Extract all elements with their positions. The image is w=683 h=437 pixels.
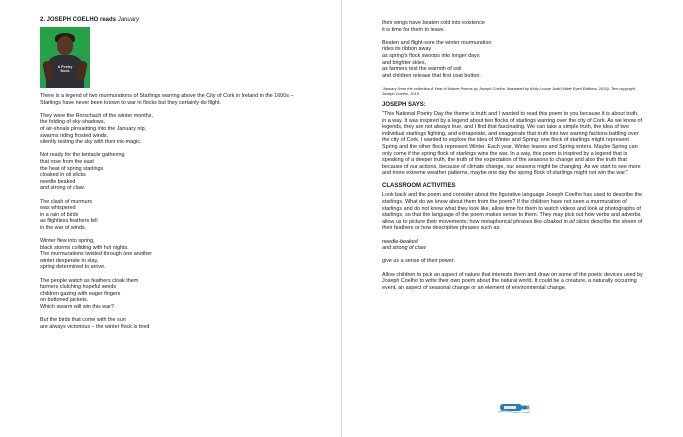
poem-line: silently testing the sky with their ink-magic. — [40, 139, 142, 146]
poem-stanza — [382, 20, 644, 33]
poem-line: children gazing with eager fingers — [40, 290, 121, 297]
intro-paragraph: There is a legend of two murmurations of Starlings warring above the City of Cork in Ireland in the 1600s – Starlings have never been known to war in flocks but they certainly do flight. — [40, 93, 294, 106]
poem-line: and brighter skies, — [382, 59, 427, 66]
poem-line: Winter flew into spring, — [40, 238, 95, 245]
poem-line: on buttoned jackets. — [40, 297, 89, 304]
poem-line: rides its ribbon away — [382, 46, 432, 53]
poem-line: swarms riding frosted winds, — [40, 132, 109, 139]
poem-line: black storms colliding with hot nights. — [40, 244, 129, 251]
activities-p1-after: describe the sheen of their feathers or how descriptive phrases such as: — [382, 218, 643, 232]
poem-line: as spring's flock swoops into longer days — [382, 52, 480, 59]
right-page — [342, 0, 683, 437]
poem-line: it is time for them to leave. — [382, 26, 445, 33]
poem-line: the folding of sky-shadows, — [40, 119, 106, 126]
activities-p1-before: Look back and the poem and consider about the figurative language Joseph Coelho has used to describe the starlings. What do we know about them from the poem? If the children have not seen a murmuration of starlings and do not know what they look like, allow time for them to watch videos and look at photographs of starlings, so that the language of the poem makes sense to them. They may pick out how verbs and adverbs allow us to picture their movements; how metaphorical phrases like — [382, 192, 643, 225]
title-prefix: 2. JOSEPH COELHO reads — [40, 17, 118, 23]
photo-shirt-text: A Poetry Book — [57, 65, 73, 74]
poem-stanza — [40, 152, 310, 192]
poem-line: and children release that first coat button. — [382, 72, 481, 79]
poem-line: in the war of winds. — [40, 224, 87, 231]
poem-line: in a rain of birds — [40, 211, 79, 218]
poem-stanza — [40, 278, 310, 311]
title-poem: January — [117, 17, 140, 23]
poem-line: The clash of murmurs — [40, 198, 93, 205]
left-page — [0, 0, 341, 437]
poem-line: was whispered — [40, 205, 76, 212]
poem-stanza — [40, 199, 310, 232]
activities-paragraph-3: Allow children to pick an aspect of nature that interests them and draw on some of the poetic devices used by Joseph Coelho to write their own poem about the natural world. It could be a creature, a naturally occurring event, an aspect of seasonal change or an element of environmental change. — [382, 271, 643, 291]
poem-line: The people watch as feathers cloak them — [40, 277, 139, 284]
photo-head — [57, 36, 73, 55]
activities-paragraph-1 — [382, 192, 644, 232]
poem-line: and strong of claw. — [40, 185, 85, 192]
left-column — [40, 17, 310, 337]
poem-line: as flightless feathers fell — [40, 218, 98, 225]
classroom-activities-heading: CLASSROOM ACTIVITIES — [382, 183, 456, 190]
poem-line: needle beaked — [40, 178, 76, 185]
poem-line: farmers clutching hopeful seeds — [40, 284, 117, 291]
poem-credit: 'January' from the collection A Year of Nature Poems by Joseph Coelho, illustrated by Kelly Louise Judd (Wide Eyed Editions, 2019). Text copyright Joseph Coelho, 2019 — [382, 85, 635, 96]
poem-stanza — [40, 238, 310, 271]
poem-line: the heat of spring starlings — [40, 165, 104, 172]
poem-line: cloaked in oil slicks — [40, 172, 86, 179]
quote-lines — [382, 239, 644, 252]
poem-line: are always victorious – the winter flock is tired — [40, 323, 150, 330]
message-bottle-icon — [497, 401, 531, 413]
poem-line: winter desperate to stay, — [40, 257, 99, 264]
quote-line: needle-beaked — [382, 238, 418, 245]
activities-paragraph-2: give us a sense of their power. — [382, 258, 455, 265]
poem-line: Beaten and flight-sore the winter murmuration — [382, 39, 492, 46]
poem-line: as farmers test the warmth of soil — [382, 66, 462, 73]
joseph-says-heading: JOSEPH SAYS: — [382, 101, 426, 108]
joseph-says-text: "This National Poetry Day the theme is truth and I wanted to read this poem to you because it is about truth, in a way. It was inspired by a legend about two flocks of starlings warring over the city of Cork. As we know of legends, they are not always true, and I find that fascinating. We can take a simple truth, the idea of two individual starlings fighting, and extrapolate, and exaggerate that truth into two warring factions battling over the city of Cork. I wanted to explore the idea of Winter and Spring: one flock of starlings might represent Spring and the other flock represent Winter. Each year, Winter leaves and Spring enters. Maybe Spring can only come if the spring flock of starlings wins the war. In a way, this poem is inspired by a legend that is speaking of a deeper truth, the truth of the expectation of the seasons to change and also the truth that because of our actions, because of climate change, our seasons might be changing. As we start to see more and more extreme weather patterns, maybe one day the spring flock of starlings might not win the war." — [382, 110, 642, 177]
author-photo — [40, 27, 90, 88]
left-poem — [40, 113, 310, 331]
right-column — [382, 20, 644, 298]
page-title — [40, 17, 310, 24]
poem-line: their wings have beaten cold into existence — [382, 20, 485, 26]
poem-stanza — [40, 113, 310, 146]
poem-line: The murmurations twisted through one another — [40, 251, 153, 258]
activities-p1-italic: cloaked in oil slicks — [543, 218, 590, 225]
quote-line: and strong of claw — [382, 245, 426, 252]
poem-line: that rose from the east — [40, 158, 94, 165]
poem-line: of air-shoals pirouetting into the January nip, — [40, 125, 147, 132]
poem-line: Not ready for the tentacle gathering — [40, 152, 125, 159]
poem-stanza — [382, 40, 644, 80]
poem-line: But the birds that come with the sun — [40, 317, 126, 324]
poem-stanza — [40, 317, 310, 330]
poem-line: Which swarm will win this war? — [40, 304, 114, 310]
right-poem — [382, 20, 644, 79]
poem-line: spring determined to arrive. — [40, 264, 106, 271]
poem-line: They were the Rorschach of the winter months, — [40, 112, 153, 119]
